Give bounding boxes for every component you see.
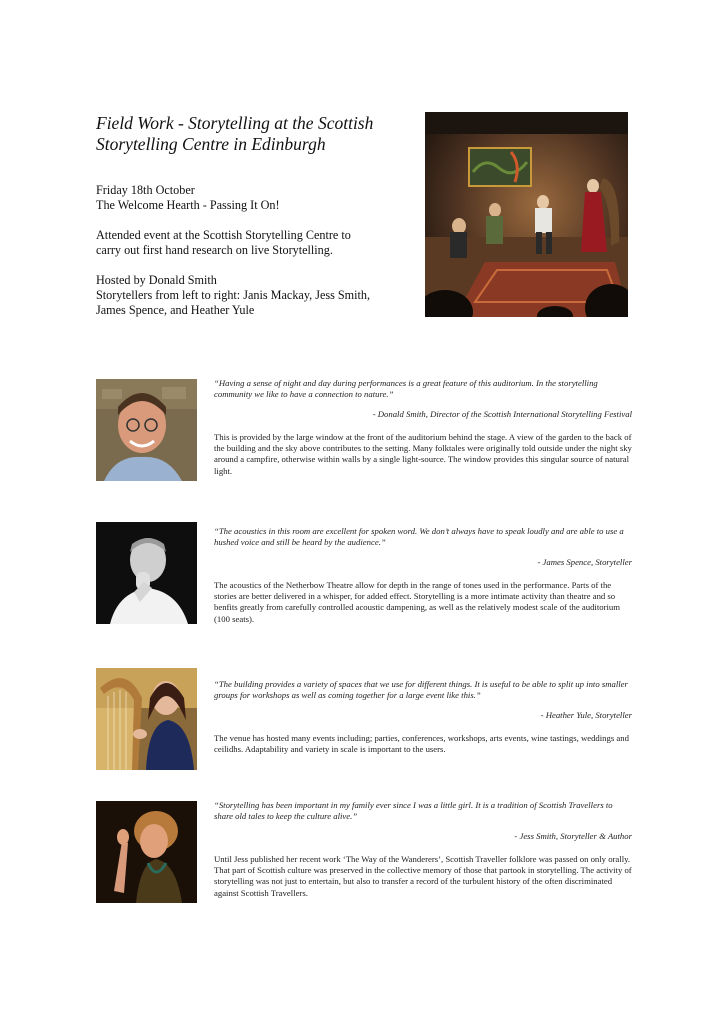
stage-scene-illustration bbox=[425, 112, 628, 317]
entry-description: This is provided by the large window at the front of the auditorium behind the stage. A view of the garden to the back of the building and the sky above contributes to the setting. Many folktales were originally told outside under the night sky around a campfire, otherwise within walls by a single light-source. The window provides this singular source of natural light. bbox=[214, 431, 632, 476]
portrait-photo bbox=[96, 668, 197, 770]
title-line-2: Storytelling Centre in Edinburgh bbox=[96, 134, 326, 154]
quote-text: “Having a sense of night and day during performances is a great feature of this auditorium. In the storytelling community we like to have a connection to nature.” bbox=[214, 378, 598, 400]
quote-attribution: - James Spence, Storyteller bbox=[537, 556, 632, 567]
event-date: Friday 18th October bbox=[96, 183, 195, 197]
quote-text: “The acoustics in this room are excellent for spoken word. We don’t always have to speak loudly and are able to use a hushed voice and still be heard by the audience.” bbox=[214, 526, 624, 548]
quote-text: “Storytelling has been important in my family ever since I was a little girl. It is a tradition of Scottish Travellers to share old tales to keep the culture alive.” bbox=[214, 800, 613, 822]
page-title bbox=[96, 113, 416, 155]
man-black-white-portrait bbox=[96, 522, 197, 624]
entry-text bbox=[214, 526, 632, 625]
entry-description: The venue has hosted many events including; parties, conferences, workshops, arts events, wine tastings, weddings and ceilidhs. Adaptability and variety in scale is important to the users. bbox=[214, 732, 629, 755]
event-photo bbox=[425, 112, 628, 317]
quote-attribution: - Heather Yule, Storyteller bbox=[540, 709, 632, 720]
entry-description: The acoustics of the Netherbow Theatre allow for depth in the range of tones used in the performance. Parts of the stories are better delivered in a whisper, for added effect. Storytelling is a more intimate activity than theatre and so benfits greatly from carefully controlled acoustic dampening, as well as the relatively modest scale of the auditorium (100 seats). bbox=[214, 579, 621, 624]
quote-text: “The building provides a variety of spaces that we use for different things. It is useful to be able to split up into smaller groups for workshops as well as coming together for a large event like this.” bbox=[214, 679, 628, 701]
event-credits bbox=[96, 273, 406, 318]
entry-text bbox=[214, 800, 632, 899]
entry-description: Until Jess published her recent work ‘The Way of the Wanderers’, Scottish Traveller folklore was passed on only orally. That part of Scottish culture was preserved in the collective memory of those that partook in storytelling. The activity of storytelling was not just to entertain, but also to transfer a record of the turbulent history of the often discriminated against Scottish Travellers. bbox=[214, 853, 632, 898]
portrait-photo bbox=[96, 522, 197, 624]
woman-with-harp-portrait bbox=[96, 668, 197, 770]
event-info bbox=[96, 183, 406, 213]
entry-text bbox=[214, 679, 632, 755]
storytellers-line-2: James Spence, and Heather Yule bbox=[96, 303, 255, 317]
portrait-photo bbox=[96, 379, 197, 481]
storytellers-line-1: Storytellers from left to right: Janis Mackay, Jess Smith, bbox=[96, 288, 371, 302]
title-line-1: Field Work - Storytelling at the Scottish bbox=[96, 113, 374, 133]
quote-attribution: - Donald Smith, Director of the Scottish International Storytelling Festival bbox=[372, 408, 632, 419]
purpose-line-1: Attended event at the Scottish Storytelling Centre to bbox=[96, 228, 351, 242]
entry-text bbox=[214, 378, 632, 477]
event-purpose bbox=[96, 228, 406, 258]
portrait-photo bbox=[96, 801, 197, 903]
host-line: Hosted by Donald Smith bbox=[96, 273, 217, 287]
intro-block bbox=[96, 183, 406, 333]
purpose-line-2: carry out first hand research on live Storytelling. bbox=[96, 243, 333, 257]
event-name: The Welcome Hearth - Passing It On! bbox=[96, 198, 280, 212]
quote-attribution: - Jess Smith, Storyteller & Author bbox=[514, 830, 632, 841]
woman-gesturing-portrait bbox=[96, 801, 197, 903]
man-with-glasses-portrait bbox=[96, 379, 197, 481]
